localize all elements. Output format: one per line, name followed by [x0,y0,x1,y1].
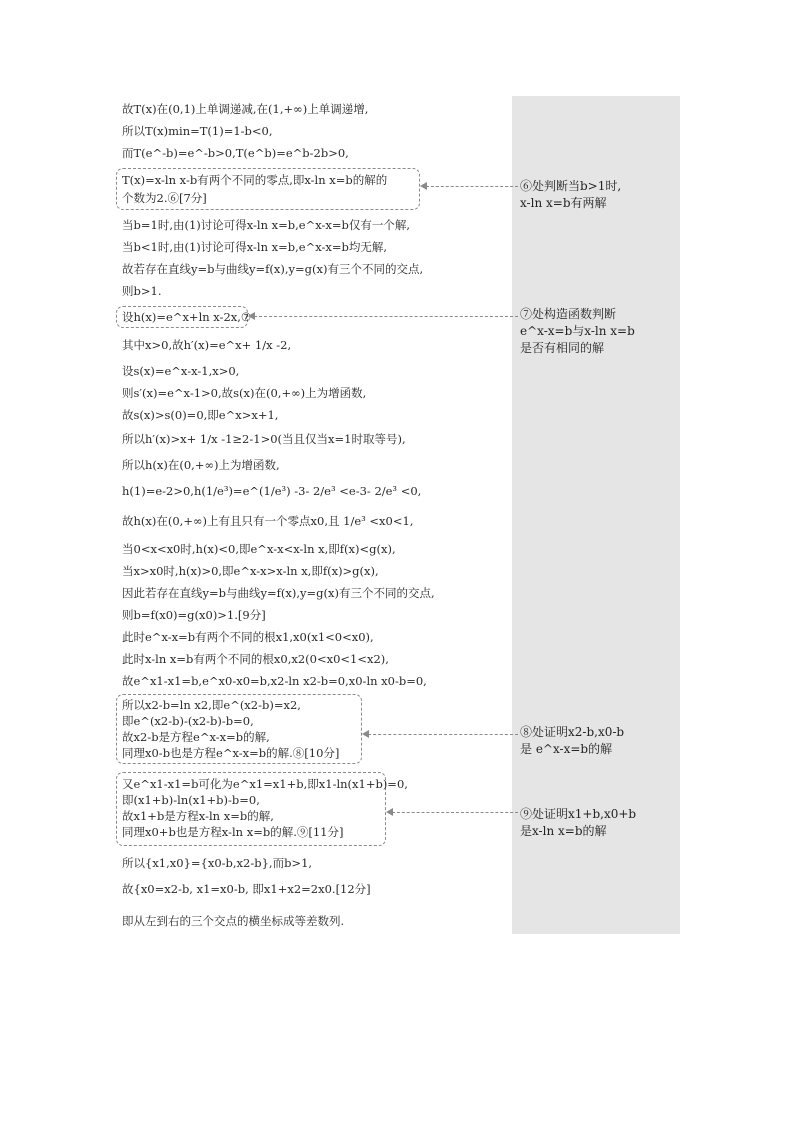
text-line: 即从左到右的三个交点的横坐标成等差数列. [122,914,345,928]
text-line: 当x>x0时,h(x)>0,即e^x-x>x-ln x,即f(x)>g(x), [122,564,379,578]
note-line: ⑦处构造函数判断 [520,307,617,321]
note-line: ⑥处判断当b>1时, [520,179,622,193]
text-line: 当b<1时,由(1)讨论可得x-ln x=b,e^x-x=b均无解, [122,240,388,254]
note-line: e^x-x=b与x-ln x=b [520,324,635,338]
text-line: 故{x0=x2-b, x1=x0-b, 即x1+x2=2x0.[12分] [122,882,371,896]
note-line: ⑧处证明x2-b,x0-b [520,725,625,739]
text-line: 此时e^x-x=b有两个不同的根x1,x0(x1<0<x0), [122,630,374,644]
text-line: 所以T(x)min=T(1)=1-b<0, [122,124,273,138]
sidebar-note-8 [520,724,624,758]
callout-box-9 [116,772,408,846]
text-line: 当b=1时,由(1)讨论可得x-ln x=b,e^x-x=b仅有一个解, [122,218,411,232]
callout-box-6 [116,168,420,210]
arrow-left-icon [386,808,393,816]
arrow-left-icon [362,730,369,738]
box-line: 即e^(x2-b)-(x2-b)-b=0, [122,714,254,728]
text-line: 而T(e^-b)=e^-b>0,T(e^b)=e^b-2b>0, [122,146,349,160]
text-line: 则s′(x)=e^x-1>0,故s(x)在(0,+∞)上为增函数, [122,386,367,400]
text-line: 故T(x)在(0,1)上单调递减,在(1,+∞)上单调递增, [122,102,369,116]
box-line: 又e^x1-x1=b可化为e^x1=x1+b,即x1-ln(x1+b)=0, [122,777,408,791]
arrow-left-icon [420,182,427,190]
note-line: 是否有相同的解 [520,341,605,355]
callout-box-7 [116,306,252,328]
box-line: T(x)=x-ln x-b有两个不同的零点,即x-ln x=b的解的 [122,173,388,187]
note-line: x-ln x=b有两解 [520,196,607,210]
text-line: 则b>1. [122,284,162,298]
box-line: 同理x0-b也是方程e^x-x=b的解.⑧[10分] [122,746,340,760]
box-line: 故x2-b是方程e^x-x=b的解, [122,730,270,744]
box-line: 设h(x)=e^x+ln x-2x,⑦ [122,310,252,324]
box-line: 所以x2-b=ln x2,即e^(x2-b)=x2, [122,698,301,712]
leader-line-6 [426,186,518,187]
text-line: 所以h(x)在(0,+∞)上为增函数, [122,458,280,472]
text-line: 因此若存在直线y=b与曲线y=f(x),y=g(x)有三个不同的交点, [122,586,435,600]
text-line: 则b=f(x0)=g(x0)>1.[9分] [122,608,266,622]
text-line: 此时x-ln x=b有两个不同的根x0,x2(0<x0<1<x2), [122,652,389,666]
note-line: ⑨处证明x1+b,x0+b [520,807,637,821]
sidebar-note-7 [520,306,635,357]
sidebar-note-9 [520,806,636,840]
box-line: 同理x0+b也是方程x-ln x=b的解.⑨[11分] [122,825,344,839]
box-line: 个数为2.⑥[7分] [122,191,207,205]
note-line: 是 e^x-x=b的解 [520,742,613,756]
text-line: 所以h′(x)>x+ 1/x -1≥2-1>0(当且仅当x=1时取等号), [122,432,406,446]
text-line: 故若存在直线y=b与曲线y=f(x),y=g(x)有三个不同的交点, [122,262,424,276]
callout-box-8 [116,694,362,764]
box-line: 故x1+b是方程x-ln x=b的解, [122,809,274,823]
text-line: h(1)=e-2>0,h(1/e³)=e^(1/e³) -3- 2/e³ <e-3- 2/e³ <0, [122,484,422,498]
text-line: 故s(x)>s(0)=0,即e^x>x+1, [122,408,279,422]
text-line: 设s(x)=e^x-x-1,x>0, [122,364,240,378]
note-line: 是x-ln x=b的解 [520,824,607,838]
text-line: 故e^x1-x1=b,e^x0-x0=b,x2-ln x2-b=0,x0-ln x0-b=0, [122,674,427,688]
arrow-left-icon [248,312,255,320]
text-line: 所以{x1,x0}={x0-b,x2-b},而b>1, [122,856,313,870]
box-line: 即(x1+b)-ln(x1+b)-b=0, [122,793,260,807]
sidebar-note-6 [520,178,621,212]
leader-line-9 [392,812,518,813]
leader-line-8 [368,734,518,735]
leader-line-7 [254,316,518,317]
text-line: 当0<x<x0时,h(x)<0,即e^x-x<x-ln x,即f(x)<g(x), [122,542,396,556]
text-line: 故h(x)在(0,+∞)上有且只有一个零点x0,且 1/e³ <x0<1, [122,514,414,528]
text-line: 其中x>0,故h′(x)=e^x+ 1/x -2, [122,338,292,352]
